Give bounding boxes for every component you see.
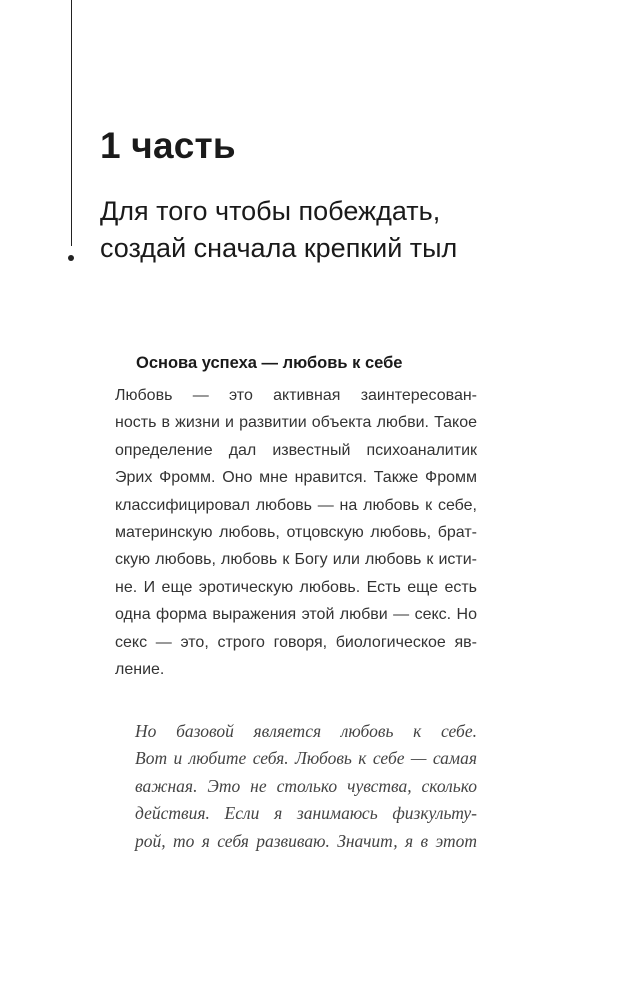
italic-line: Но базовой является любовь к себе.: [135, 721, 477, 741]
body-line: ление.: [115, 661, 165, 679]
margin-dot: [68, 255, 74, 261]
italic-line: важная. Это не столько чувства, сколько: [135, 775, 477, 796]
section-heading: Основа успеха — любовь к себе: [136, 354, 403, 372]
body-line: ность в жизни и развитии объекта любви. Такое: [115, 414, 477, 432]
italic-line: Вот и любите себя. Любовь к себе — самая: [135, 748, 477, 769]
subtitle-line: создай сначала крепкий тыл: [100, 233, 458, 263]
body-line: классифицировал любовь — на любовь к себе,: [115, 496, 477, 514]
italic-line: действия. Если я занимаюсь физкульту-: [135, 803, 477, 824]
part-title: 1 часть: [100, 125, 236, 166]
part-subtitle: [100, 193, 457, 267]
margin-rule: [71, 0, 72, 246]
body-paragraph: [115, 382, 477, 683]
body-line: Эрих Фромм. Оно мне нравится. Также Фромм: [115, 469, 477, 487]
body-line: скую любовь, любовь к Богу или любовь к исти-: [115, 551, 477, 569]
body-line: одна форма выражения этой любви — секс. Но: [115, 606, 477, 624]
body-line: не. И еще эротическую любовь. Есть еще есть: [115, 578, 477, 596]
italic-line: рой, то я себя развиваю. Значит, я в этот: [135, 830, 477, 851]
body-line: определение дал известный психоаналитик: [115, 441, 477, 459]
body-line: Любовь — это активная заинтересован-: [115, 387, 477, 404]
subtitle-line: Для того чтобы побеждать,: [100, 196, 441, 226]
body-line: секс — это, строго говоря, биологическое яв-: [115, 633, 477, 651]
body-line: материнскую любовь, отцовскую любовь, брат-: [115, 524, 477, 542]
italic-paragraph: [135, 718, 477, 855]
